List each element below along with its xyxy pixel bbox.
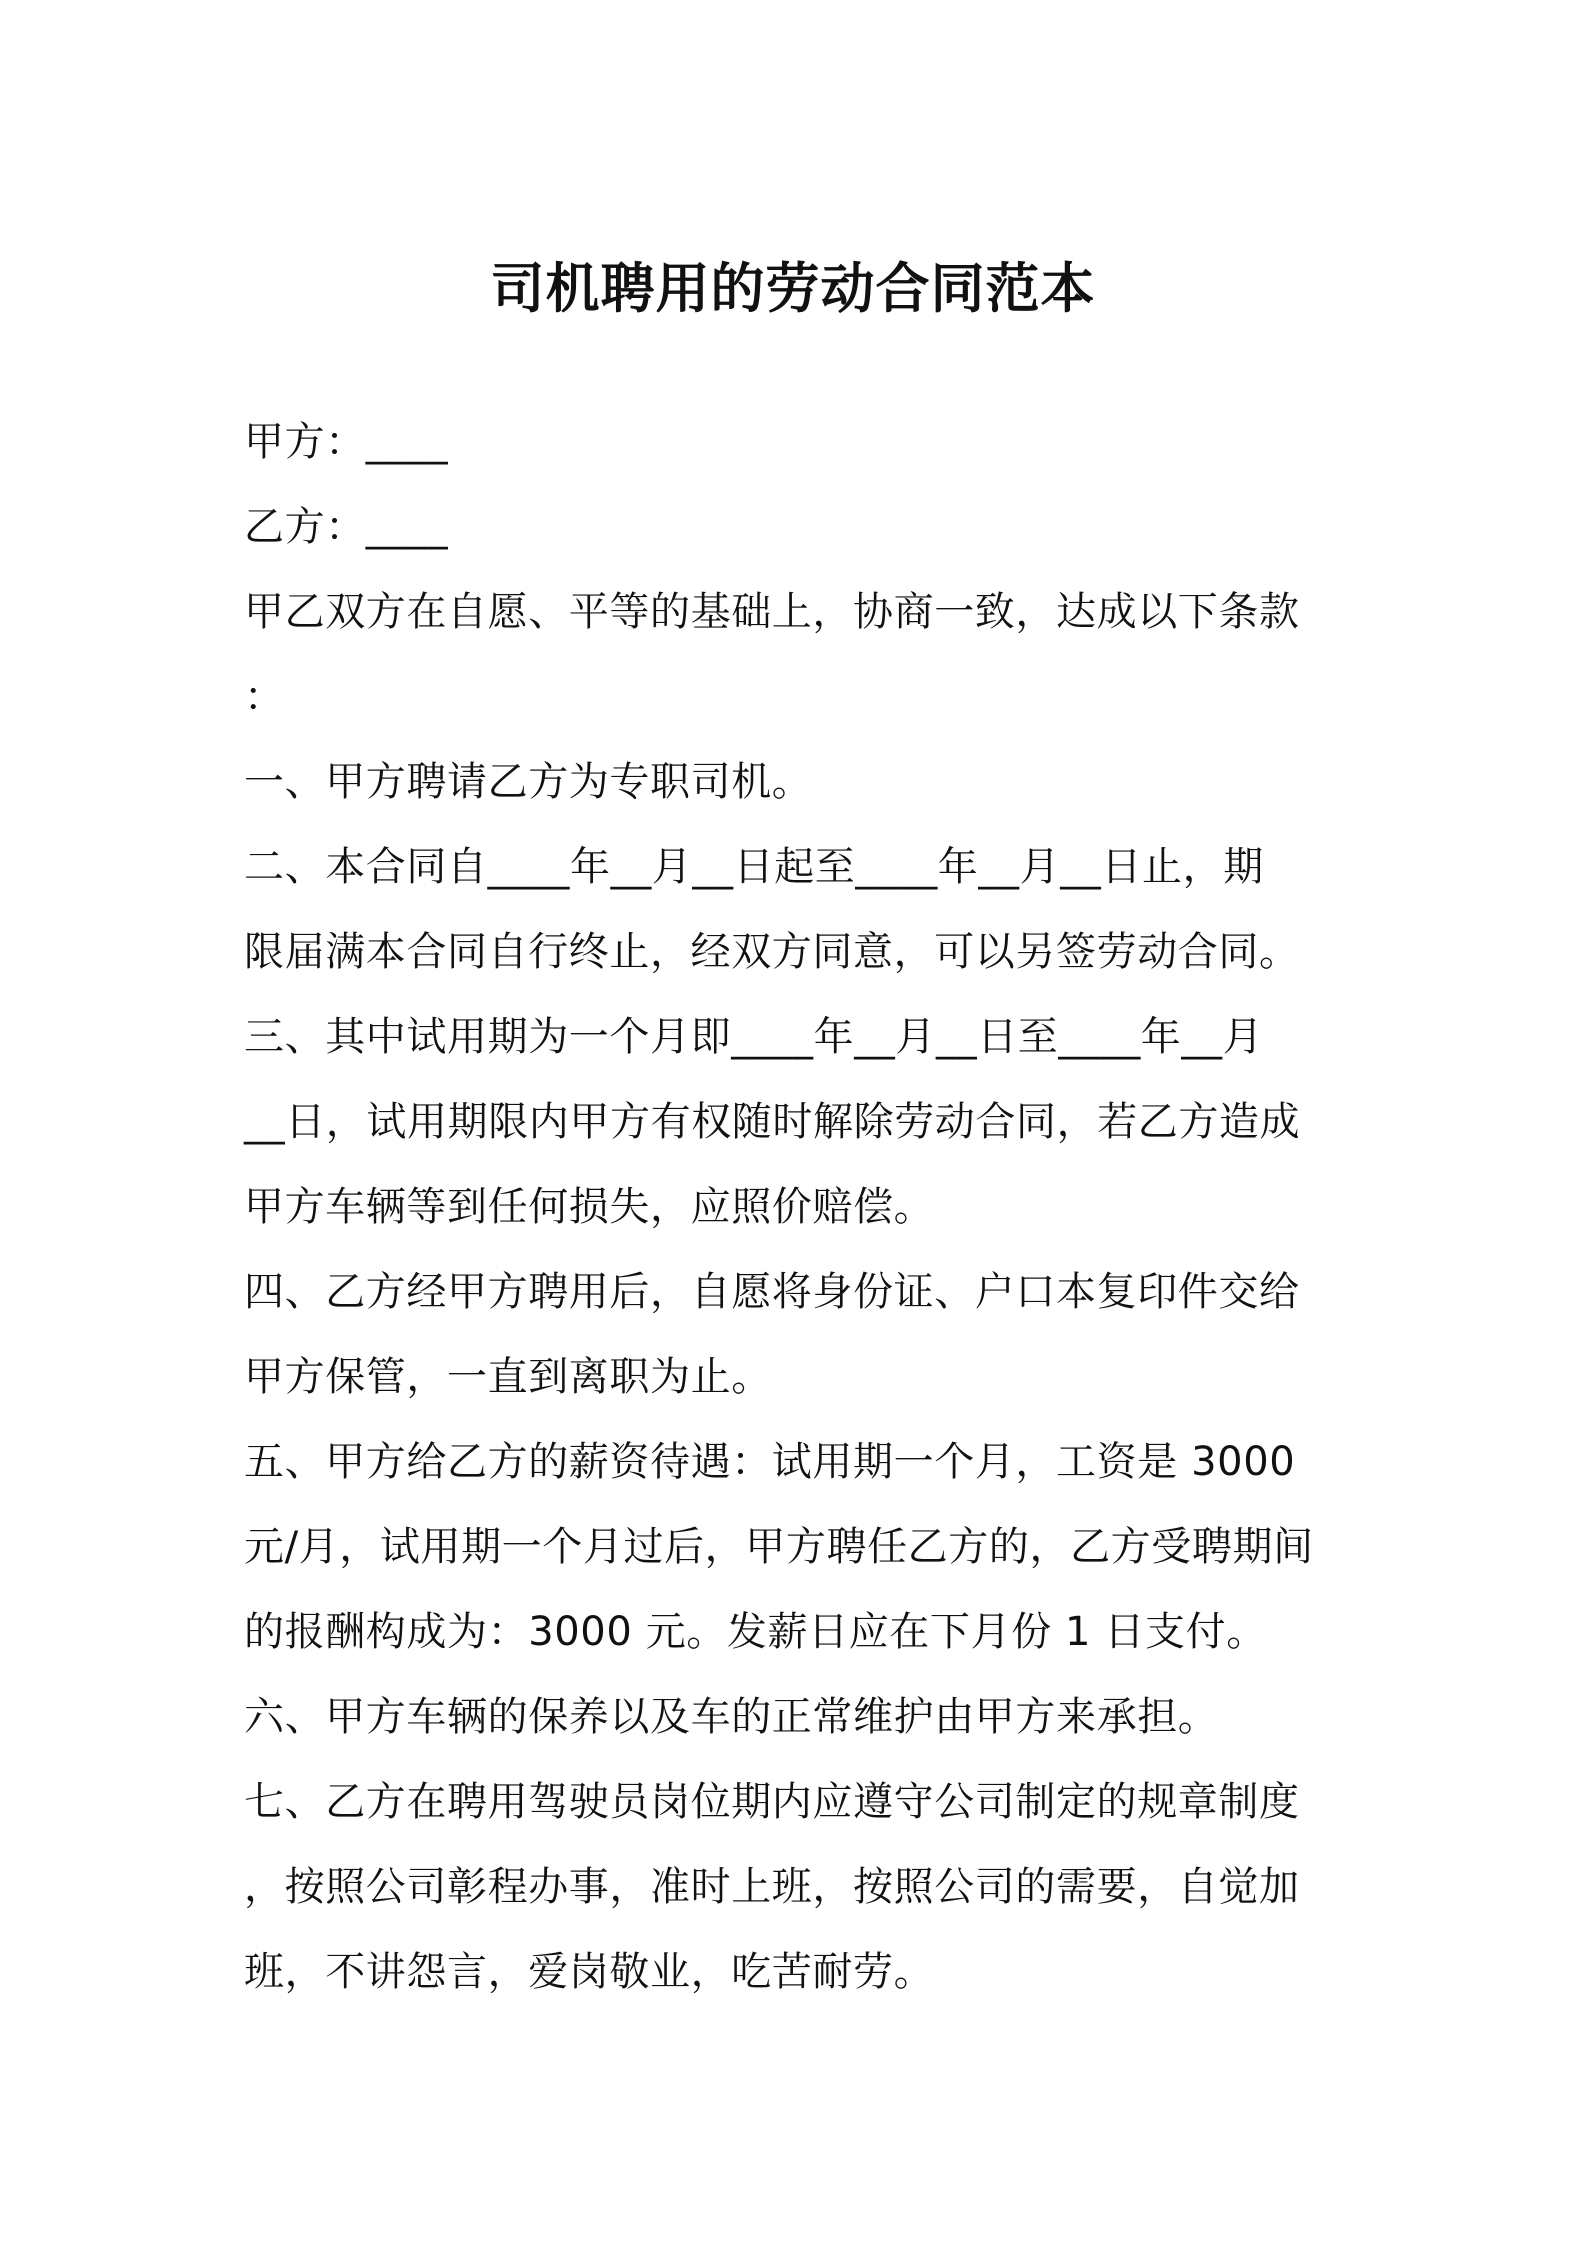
clause-line: 五、甲方给乙方的薪资待遇：试用期一个月，工资是 3000	[244, 1439, 1296, 1485]
clause-line: 七、乙方在聘用驾驶员岗位期内应遵守公司制定的规章制度	[244, 1779, 1300, 1825]
clause-line: 限届满本合同自行终止，经双方同意，可以另签劳动合同。	[244, 929, 1300, 975]
clause-line: 四、乙方经甲方聘用后，自愿将身份证、户口本复印件交给	[244, 1269, 1300, 1315]
clause-line: 六、甲方车辆的保养以及车的正常维护由甲方来承担。	[244, 1694, 1219, 1740]
clause-line: 元/月，试用期一个月过后，甲方聘任乙方的，乙方受聘期间	[244, 1524, 1314, 1570]
clause-line: 一、甲方聘请乙方为专职司机。	[244, 759, 813, 805]
clause-line: ，按照公司彰程办事，准时上班，按照公司的需要，自觉加	[244, 1864, 1300, 1910]
party-b-line: 乙方：____	[244, 504, 449, 550]
clause-line: 甲方保管，一直到离职为止。	[244, 1354, 772, 1400]
clause-line: 班，不讲怨言，爱岗敬业，吃苦耐劳。	[244, 1949, 935, 1995]
clause-line: 三、其中试用期为一个月即____年__月__日至____年__月	[244, 1014, 1264, 1060]
preamble-line: ：	[244, 674, 285, 720]
clause-line: 的报酬构成为：3000 元。发薪日应在下月份 1 日支付。	[244, 1609, 1267, 1655]
clause-line: __日，试用期限内甲方有权随时解除劳动合同，若乙方造成	[244, 1099, 1301, 1145]
preamble-line: 甲乙双方在自愿、平等的基础上，协商一致，达成以下条款	[244, 589, 1300, 635]
document-title: 司机聘用的劳动合同范本	[490, 257, 1096, 320]
party-a-line: 甲方：____	[244, 419, 449, 465]
clause-line: 甲方车辆等到任何损失，应照价赔偿。	[244, 1184, 935, 1230]
clause-line: 二、本合同自____年__月__日起至____年__月__日止，期	[244, 844, 1264, 890]
